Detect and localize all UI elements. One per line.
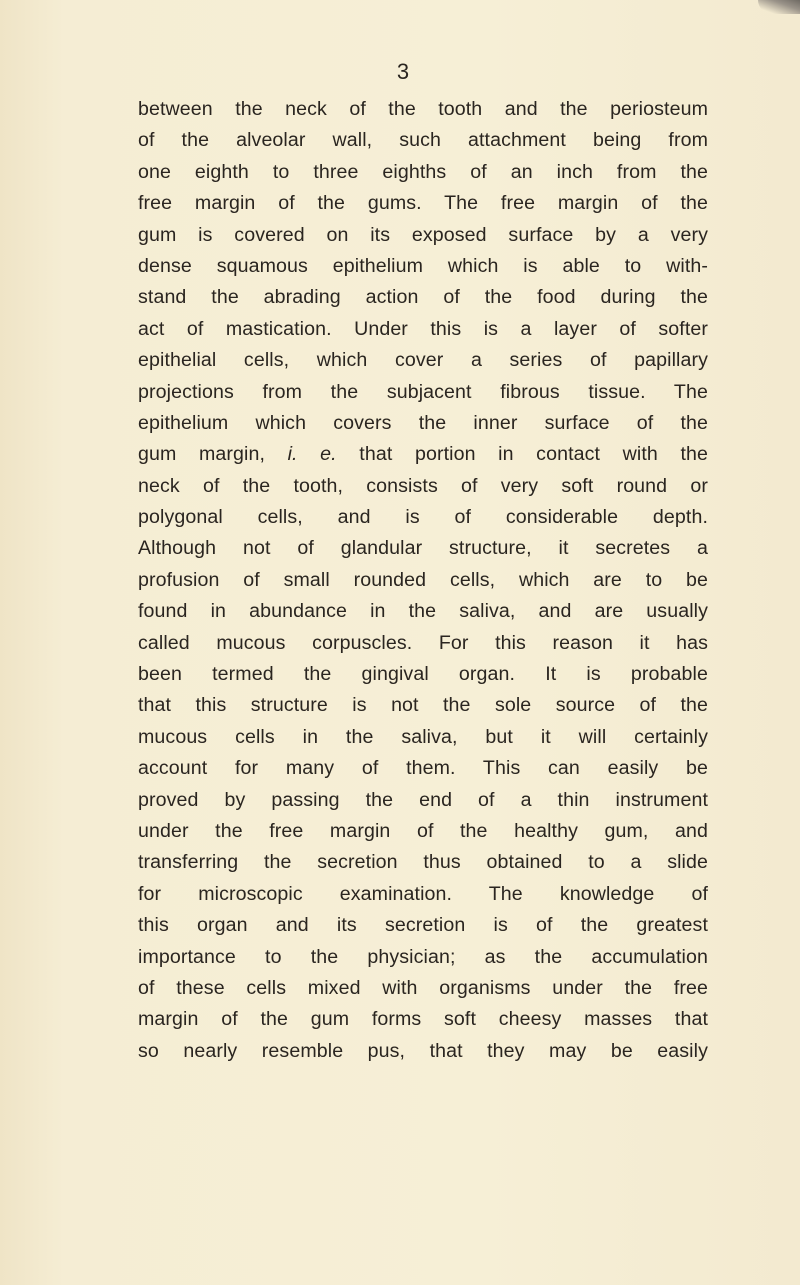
text-line: importance to the physician; as the accumulation [138,945,708,968]
text-line: epithelium which covers the inner surface of the [138,411,708,434]
text-line: mucous cells in the saliva, but it will certainly [138,725,708,748]
text-line: account for many of them. This can easily be [138,757,708,780]
text-line: act of mastication. Under this is a layer of softer [138,317,708,340]
text-line: that this structure is not the sole source of the [138,694,708,717]
text-line: one eighth to three eighths of an inch from the [138,160,708,183]
text-line: under the free margin of the healthy gum, and [138,819,708,842]
text-line: profusion of small rounded cells, which are to be [138,568,708,591]
text-line: found in abundance in the saliva, and are usually [138,600,708,623]
text-line: proved by passing the end of a thin instrument [138,788,708,811]
text-line: called mucous corpuscles. For this reason it has [138,631,708,654]
text-line: transferring the secretion thus obtained to a slide [138,851,708,874]
page-corner-shadow [758,0,800,14]
text-line: epithelial cells, which cover a series of papillary [138,349,708,372]
body-paragraph [138,94,708,1067]
text-line: margin of the gum forms soft cheesy masses that [138,1008,708,1031]
text-line: neck of the tooth, consists of very soft round or [138,474,708,497]
text-line: this organ and its secretion is of the greatest [138,914,708,937]
text-line: between the neck of the tooth and the periosteum [138,98,708,120]
text-line: stand the abrading action of the food during the [138,286,708,309]
text-line: gum is covered on its exposed surface by a very [138,223,708,246]
text-line: been termed the gingival organ. It is probable [138,663,708,686]
text-line: so nearly resemble pus, that they may be easily [138,1039,708,1062]
text-line: for microscopic examination. The knowledge of [138,882,708,905]
text-line: gum margin, i. e. that portion in contact with the [138,443,708,466]
text-line: free margin of the gums. The free margin of the [138,192,708,215]
text-line: projections from the subjacent fibrous tissue. The [138,380,708,403]
text-line: of the alveolar wall, such attachment being from [138,129,708,152]
text-line: dense squamous epithelium which is able to with- [138,254,708,277]
page-number: 3 [396,59,410,84]
text-line: of these cells mixed with organisms under the free [138,976,708,999]
text-line: Although not of glandular structure, it secretes a [138,537,708,560]
text-line: polygonal cells, and is of considerable depth. [138,506,708,529]
abbreviation-italic: i. e. [287,443,337,466]
